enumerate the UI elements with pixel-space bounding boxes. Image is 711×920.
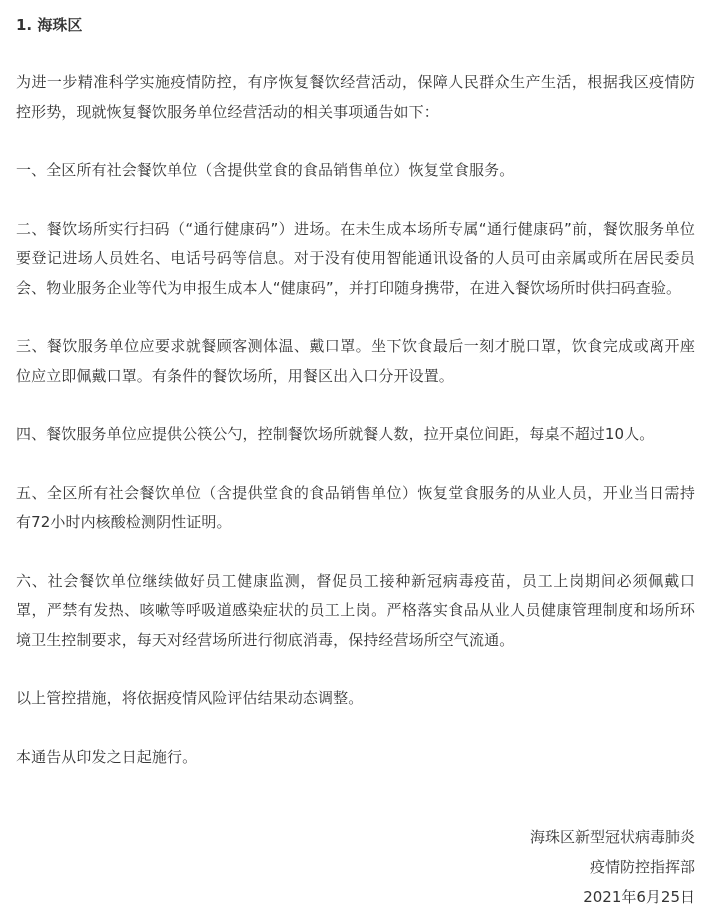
item-3-paragraph: 三、餐饮服务单位应要求就餐顾客测体温、戴口罩。坐下饮食最后一刻才脱口罩，饮食完成或离开座位应立即佩戴口罩。有条件的餐饮场所，用餐区出入口分开设置。: [16, 337, 695, 385]
signature-org-line-1: 海珠区新型冠状病毒肺炎: [529, 828, 695, 846]
item-6-paragraph: 六、社会餐饮单位继续做好员工健康监测，督促员工接种新冠病毒疫苗，员工上岗期间必须佩戴口罩，严禁有发热、咳嗽等呼吸道感染症状的员工上岗。严格落实食品从业人员健康管理制度和场所环境卫生控制要求，每天对经营场所进行彻底消毒，保持经营场所空气流通。: [16, 571, 695, 649]
section-heading: 1. 海珠区: [16, 16, 83, 34]
signature-block: [530, 822, 695, 912]
item-2-paragraph: 二、餐饮场所实行扫码（“通行健康码”）进场。在未生成本场所专属“通行健康码”前，餐饮服务单位要登记进场人员姓名、电话号码等信息。对于没有使用智能通讯设备的人员可由亲属或所在居民委员会、物业服务企业等代为申报生成本人“健康码”，并打印随身携带，在进入餐饮场所时供扫码查验。: [16, 219, 695, 297]
item-4-paragraph: 四、餐饮服务单位应提供公筷公勺，控制餐饮场所就餐人数，拉开桌位间距，每桌不超过10人。: [16, 425, 655, 443]
signature-date: 2021年6月25日: [583, 888, 695, 906]
adjustment-note-paragraph: 以上管控措施，将依据疫情风险评估结果动态调整。: [16, 689, 364, 707]
intro-paragraph: 为进一步精准科学实施疫情防控，有序恢复餐饮经营活动，保障人民群众生产生活，根据我区疫情防控形势，现就恢复餐饮服务单位经营活动的相关事项通告如下：: [16, 73, 695, 121]
effective-date-paragraph: 本通告从印发之日起施行。: [16, 747, 198, 766]
item-1-paragraph: 一、全区所有社会餐饮单位（含提供堂食的食品销售单位）恢复堂食服务。: [16, 161, 515, 179]
signature-org-line-2: 疫情防控指挥部: [589, 858, 695, 876]
item-5-paragraph: 五、全区所有社会餐饮单位（含提供堂食的食品销售单位）恢复堂食服务的从业人员，开业当日需持有72小时内核酸检测阴性证明。: [16, 483, 695, 531]
